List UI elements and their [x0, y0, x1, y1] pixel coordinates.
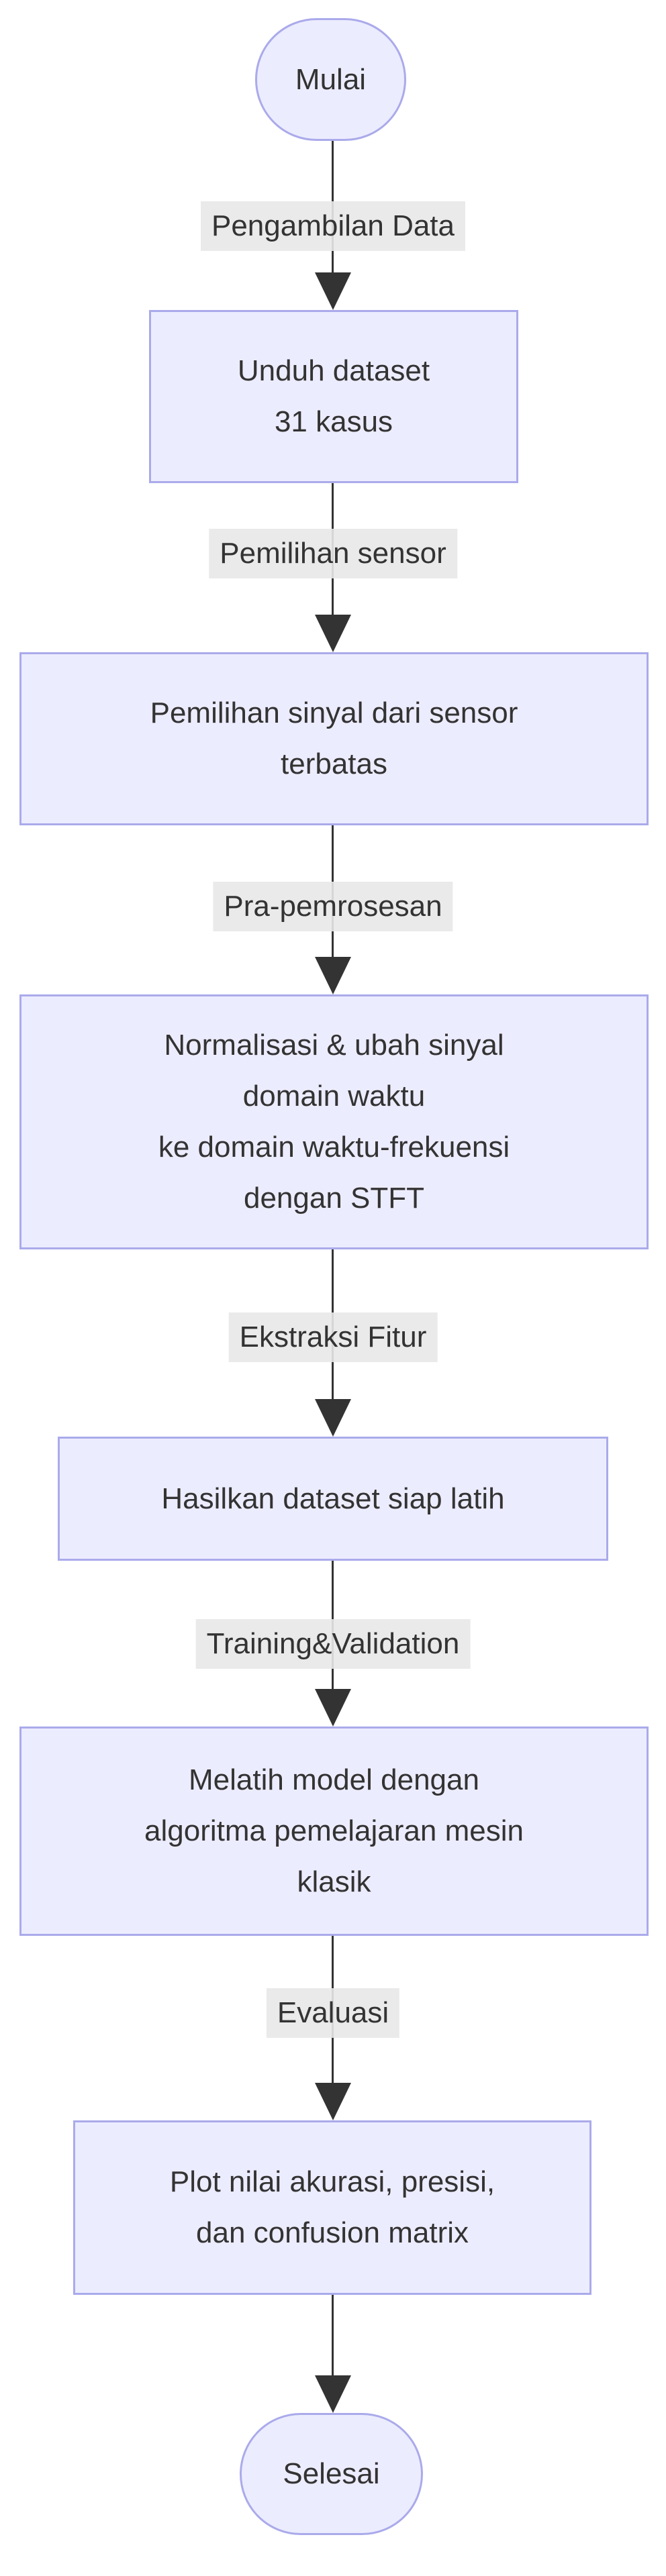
arrowhead-icon [315, 615, 351, 652]
process-node-unduh-dataset [149, 310, 518, 483]
edge-label-pra-pemrosesan: Pra-pemrosesan [213, 882, 453, 931]
node-text-line: ke domain waktu-frekuensi [158, 1131, 510, 1164]
node-text-line: domain waktu [242, 1080, 426, 1113]
edge-label-evaluasi: Evaluasi [267, 1988, 399, 2038]
node-text-line: dan confusion matrix [196, 2216, 469, 2249]
node-text-line: algoritma pemelajaran mesin [144, 1814, 524, 1847]
process-node-hasilkan-dataset [58, 1437, 608, 1561]
node-text-line: Mulai [295, 62, 367, 96]
start-node [255, 18, 406, 141]
edge-label-training-validation: Training&Validation [196, 1619, 471, 1669]
node-text-line: klasik [297, 1865, 371, 1898]
process-node-normalisasi-stft [19, 994, 649, 1249]
node-text-line: Normalisasi & ubah sinyal [164, 1029, 504, 1062]
edge-label-pengambilan-data: Pengambilan Data [201, 201, 465, 251]
node-text-line: Melatih model dengan [189, 1763, 479, 1796]
node-text-line: 31 kasus [274, 405, 393, 438]
node-text-line: terbatas [281, 748, 387, 780]
end-node [240, 2413, 423, 2535]
arrowhead-icon [315, 2375, 351, 2413]
process-node-pemilihan-sinyal [19, 652, 649, 825]
process-node-plot-hasil [73, 2120, 591, 2295]
arrowhead-icon [315, 272, 351, 310]
node-text-line: Pemilihan sinyal dari sensor [150, 697, 518, 729]
process-node-melatih-model [19, 1727, 649, 1936]
node-text-line: Hasilkan dataset siap latih [161, 1482, 505, 1515]
edge-line [332, 2295, 334, 2375]
arrowhead-icon [315, 957, 351, 994]
node-text-line: Plot nilai akurasi, presisi, [169, 2165, 495, 2198]
edge-label-pemilihan-sensor: Pemilihan sensor [209, 529, 457, 578]
arrowhead-icon [315, 1399, 351, 1437]
edge-label-ekstraksi-fitur: Ekstraksi Fitur [229, 1312, 438, 1362]
node-text-line: Selesai [283, 2457, 380, 2490]
arrowhead-icon [315, 2083, 351, 2120]
node-text-line: Unduh dataset [237, 354, 430, 387]
node-text-line: dengan STFT [243, 1182, 425, 1215]
arrowhead-icon [315, 1689, 351, 1727]
